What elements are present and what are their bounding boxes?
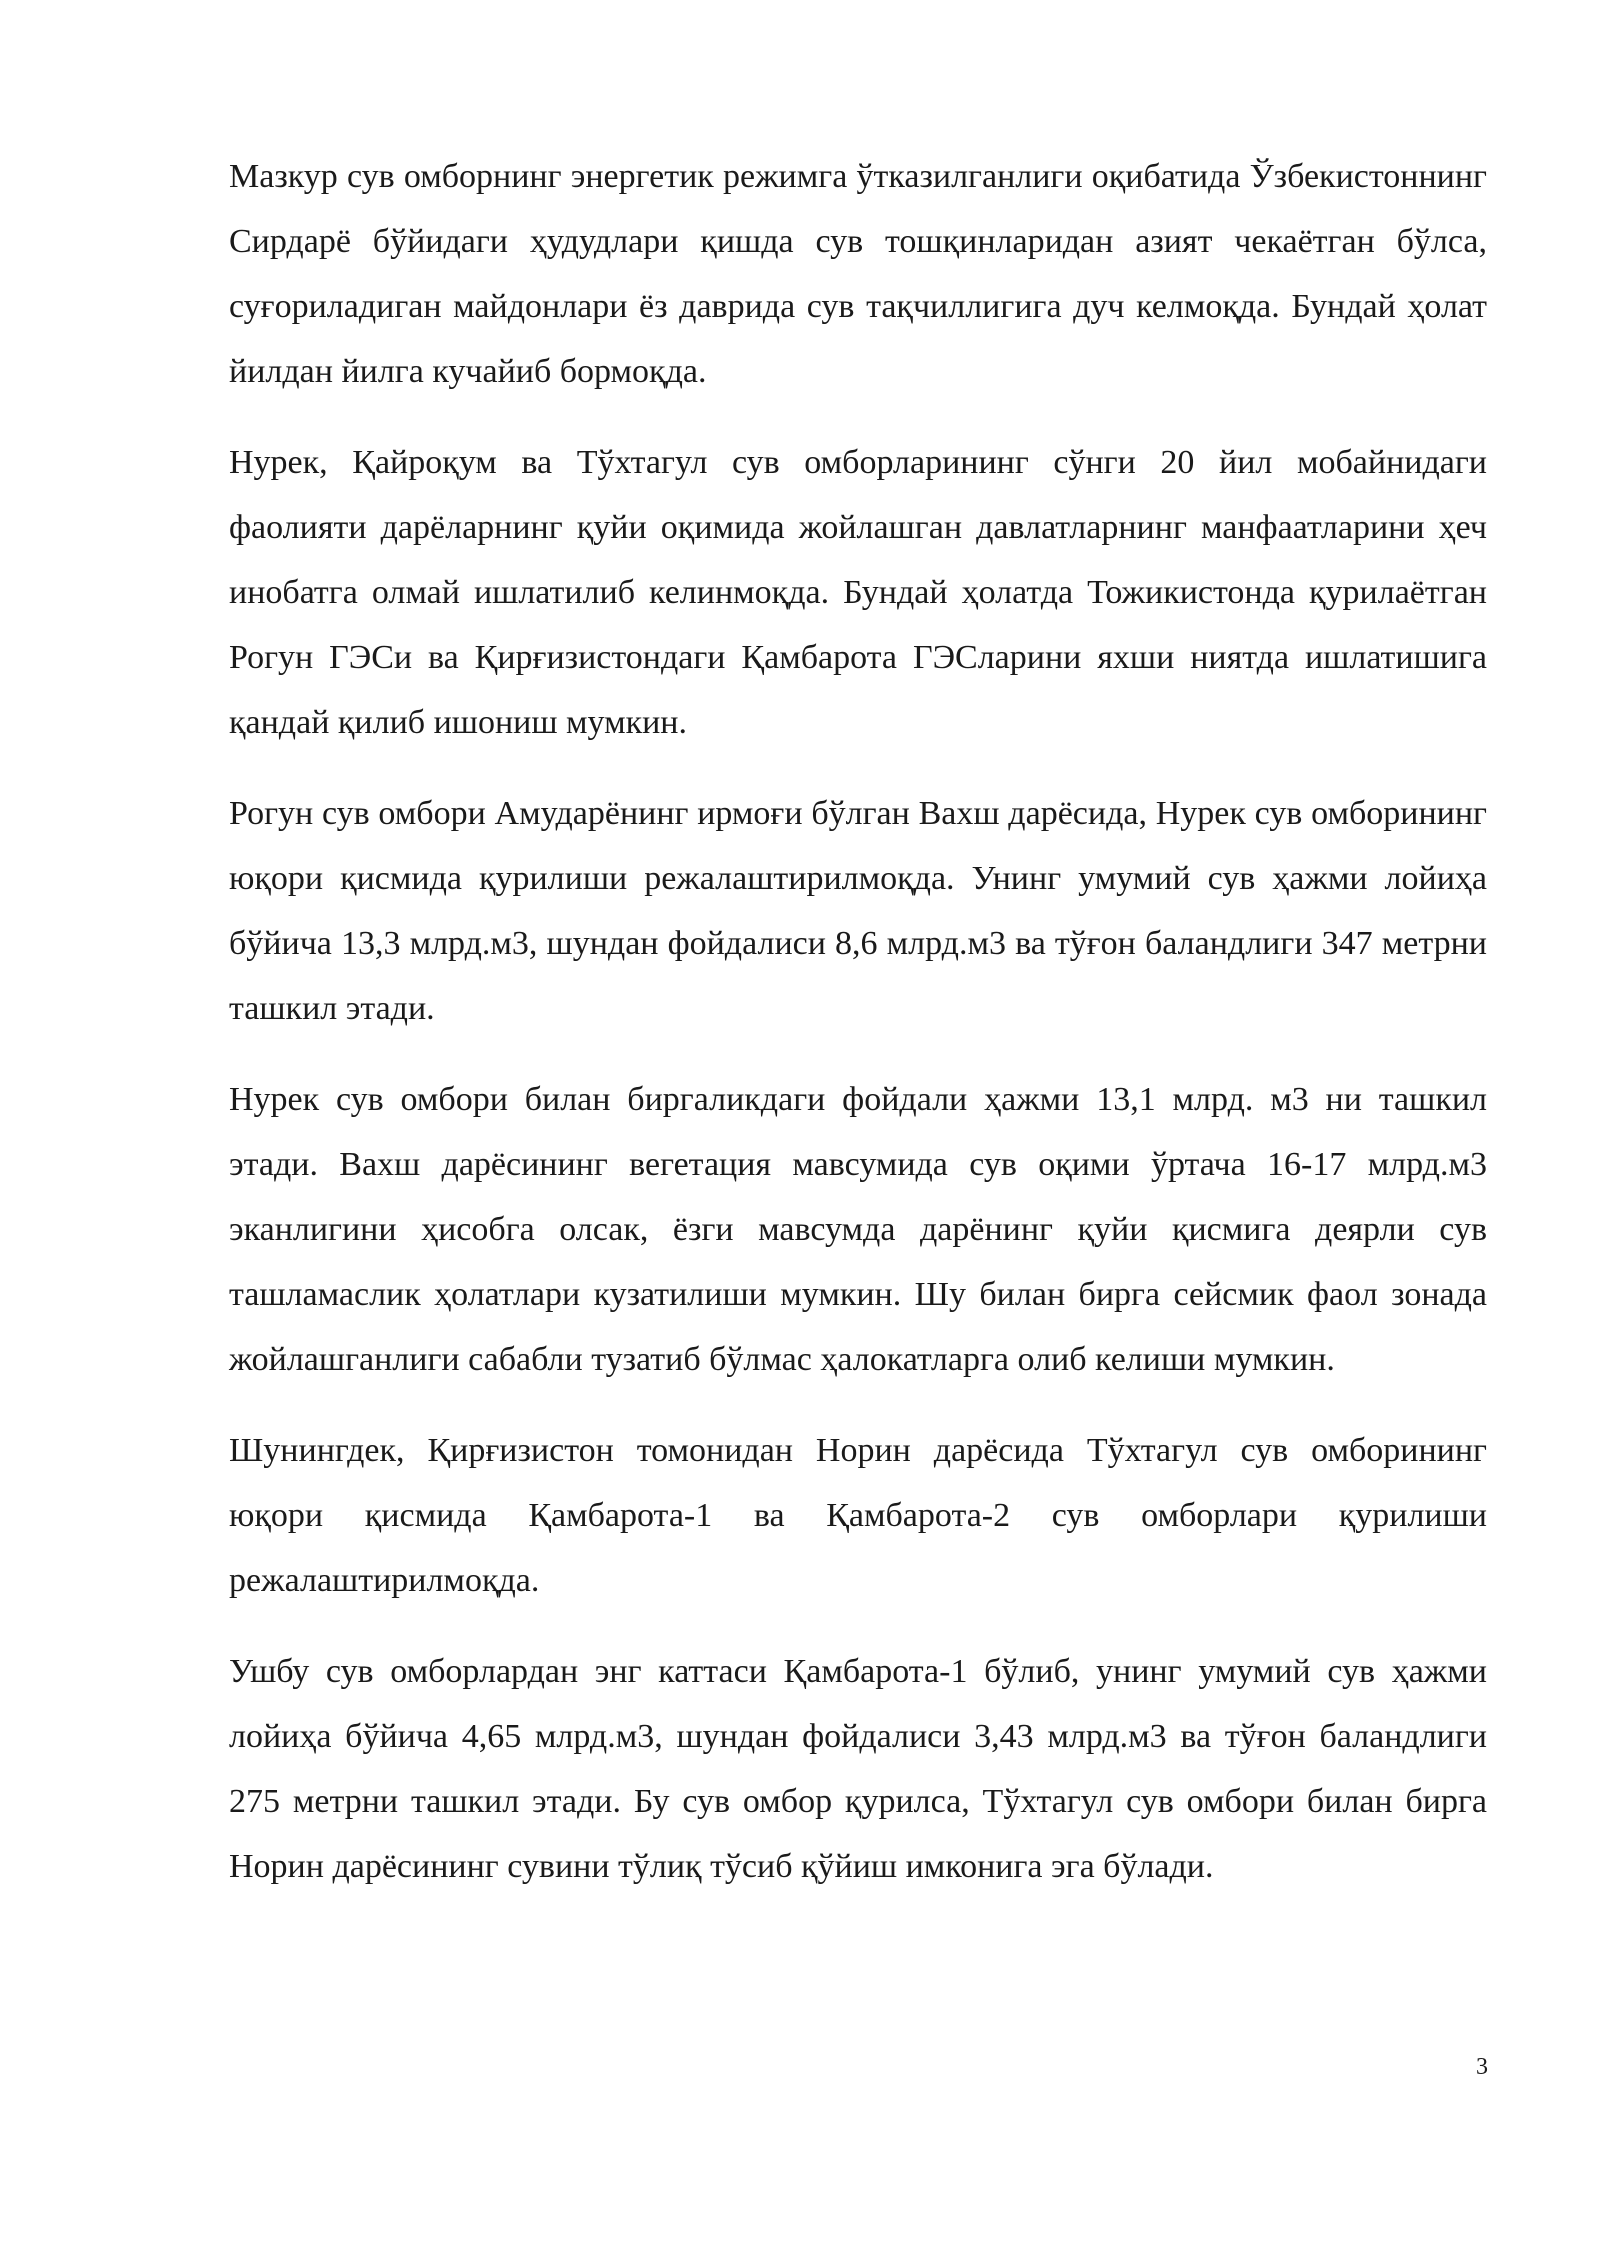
paragraph-2: Нурек, Қайроқум ва Тўхтагул сув омборларининг сўнги 20 йил мобайнидаги фаолияти дарёларнинг қуйи оқимида жойлашган давлатларнинг манфаатларини ҳеч инобатга олмай ишлатилиб келинмоқда. Бундай ҳолатда Тожикистонда қурилаётган Рогун ГЭСи ва Қирғизистондаги Қамбарота ГЭСларини яхши ниятда ишлатишига қандай қилиб ишониш мумкин. <box>229 444 1487 741</box>
paragraph-1: Мазкур сув омборнинг энергетик режимга ўтказилганлиги оқибатида Ўзбекистоннинг Сирдарё бўйидаги ҳудудлари қишда сув тошқинларидан азият чекаётган бўлса, суғориладиган майдонлари ёз даврида сув тақчиллигига дуч келмоқда. Бундай ҳолат йилдан йилга кучайиб бормоқда. <box>229 158 1487 390</box>
paragraph-6: Ушбу сув омборлардан энг каттаси Қамбарота-1 бўлиб, унинг умумий сув ҳажми лойиҳа бўйича 4,65 млрд.м3, шундан фойдалиси 3,43 млрд.м3 ва тўғон баландлиги 275 метрни ташкил этади. Бу сув омбор қурилса, Тўхтагул сув омбори билан бирга Норин дарёсининг сувини тўлиқ тўсиб қўйиш имконига эга бўлади. <box>229 1653 1487 1885</box>
paragraph-3: Рогун сув омбори Амударёнинг ирмоғи бўлган Вахш дарёсида, Нурек сув омборининг юқори қисмида қурилиши режалаштирилмоқда. Унинг умумий сув ҳажми лойиҳа бўйича 13,3 млрд.м3, шундан фойдалиси 8,6 млрд.м3 ва тўғон баландлиги 347 метрни ташкил этади. <box>229 795 1487 1027</box>
page-number: 3 <box>1476 2054 1488 2080</box>
document-body <box>229 144 1487 1925</box>
paragraph-4: Нурек сув омбори билан биргаликдаги фойдали ҳажми 13,1 млрд. м3 ни ташкил этади. Вахш дарёсининг вегетация мавсумида сув оқими ўртача 16-17 млрд.м3 эканлигини ҳисобга олсак, ёзги мавсумда дарёнинг қуйи қисмига деярли сув ташламаслик ҳолатлари кузатилиши мумкин. Шу билан бирга сейсмик фаол зонада жойлашганлиги сабабли тузатиб бўлмас ҳалокатларга олиб келиши мумкин. <box>229 1081 1487 1378</box>
paragraph-5: Шунингдек, Қирғизистон томонидан Норин дарёсида Тўхтагул сув омборининг юқори қисмида Қамбарота-1 ва Қамбарота-2 сув омборлари қурилиши режалаштирилмоқда. <box>229 1432 1487 1599</box>
